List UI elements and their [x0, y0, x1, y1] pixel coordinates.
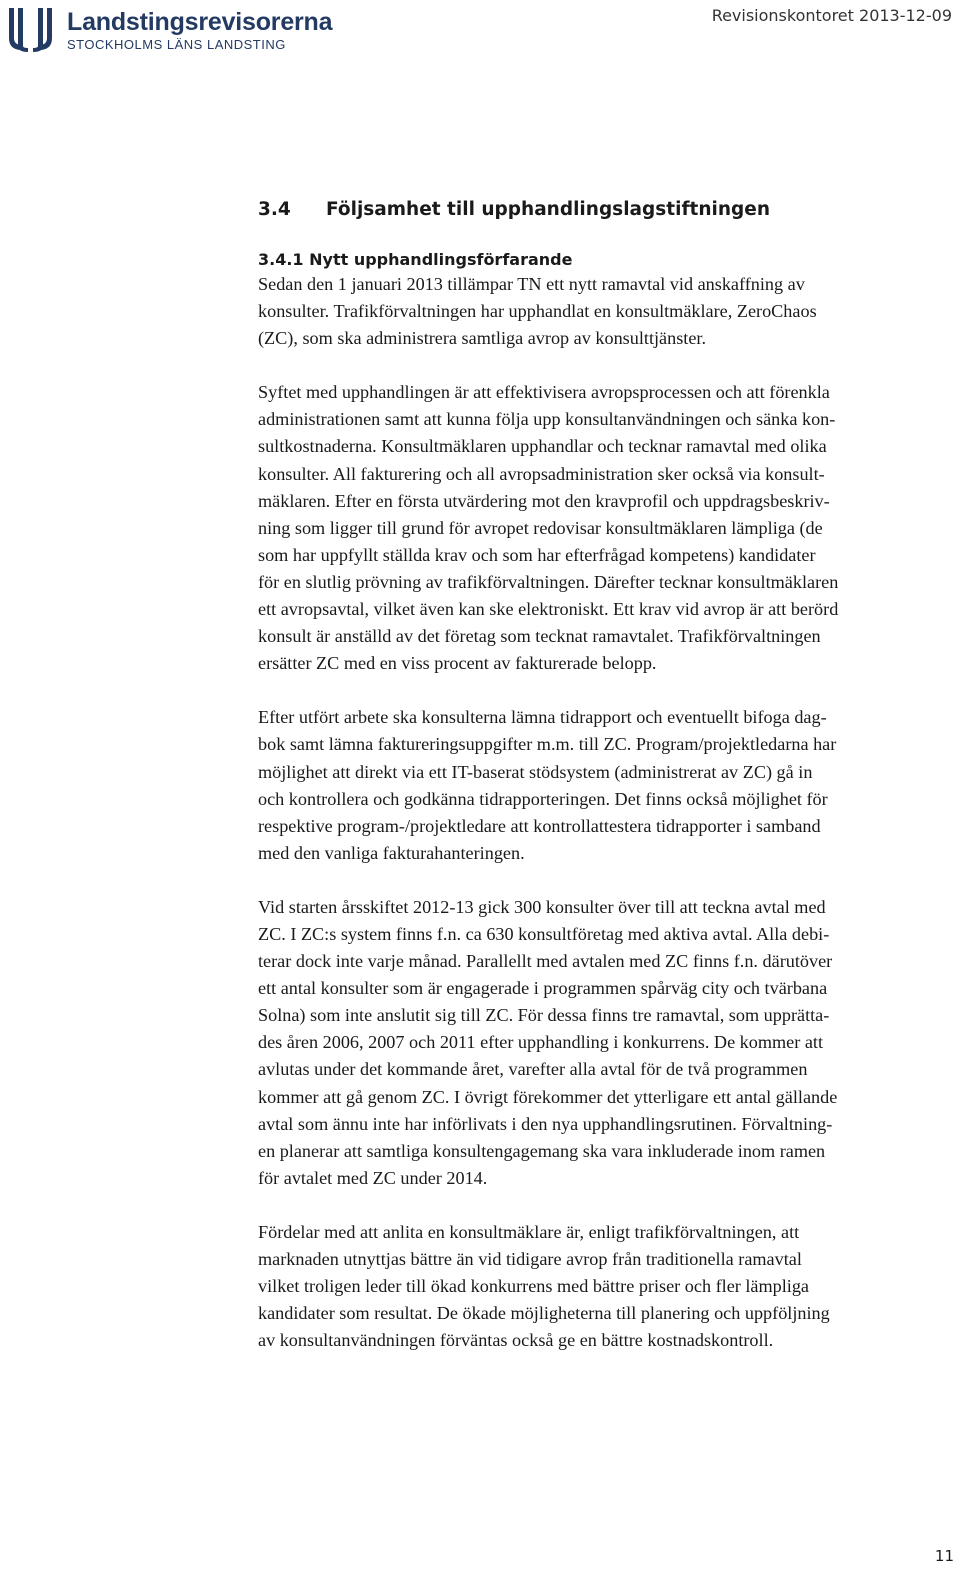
- paragraph: Syftet med upphandlingen är att effektivisera avropsprocessen och att förenkla administrationen samt att kunna följa upp konsultanvändningen och sänka kon- sultkostnaderna. Konsultmäklaren upphandlar och tecknar ramavtal med olika konsulter. All fakturering och all avropsadministration sker också via konsult- mäklaren. Efter en första utvärdering mot den kravprofil och uppdragsbeskriv- ning som ligger till grund för avropet redovisar konsultmäklaren lämpliga (de som har uppfyllt ställda krav och som har efterfrågad kompetens) kandidater för en slutlig prövning av trafikförvaltningen. Därefter tecknar konsultmäklaren ett avropsavtal, vilket även kan ske elektroniskt. Ett krav vid avrop är att berörd konsult är anställd av det företag som tecknat ramavtalet. Trafikförvaltningen ersätter ZC med en viss procent av fakturerade belopp.: [258, 382, 839, 674]
- paragraph: Vid starten årsskiftet 2012-13 gick 300 konsulter över till att teckna avtal med ZC. I ZC:s system finns f.n. ca 630 konsultföretag med aktiva avtal. Alla debi- terar dock inte varje månad. Parallellt med avtalen med ZC finns f.n. därutöver ett antal konsulter som är engagerade i programmen spårväg city och tvärbana Solna) som inte anslutit sig till ZC. För dessa finns tre ramavtal, som upprätta- des åren 2006, 2007 och 2011 efter upphandling i konkurrens. De kommer att avlutas under det kommande året, varefter alla avtal för de två programmen kommer att gå genom ZC. I övrigt förekommer det ytterligare ett antal gällande avtal som ännu inte har införlivats i den nya upphandlingsrutinen. Förvaltning- en planerar att samtliga konsultengagemang ska vara inkluderade inom ramen för avtalet med ZC under 2014.: [258, 896, 838, 1188]
- paragraph: Fördelar med att anlita en konsultmäklare är, enligt trafikförvaltningen, att marknaden utnyttjas bättre än vid tidigare avrop från traditionella ramavtal vilket troligen leder till ökad konkurrens med bättre priser och fler lämpliga kandidater som resultat. De ökade möjligheterna till planering och uppföljning av konsultanvändningen förväntas också ge en bättre kostnadskontroll.: [258, 1221, 830, 1351]
- section-title: Följsamhet till upphandlingslagstiftningen: [326, 199, 770, 220]
- page-number: 11: [934, 1547, 954, 1565]
- logo-name: Landstingsrevisorerna: [67, 8, 333, 36]
- logo-subtitle: STOCKHOLMS LÄNS LANDSTING: [67, 37, 286, 52]
- office-date: Revisionskontoret 2013-12-09: [711, 6, 952, 25]
- paragraph: Sedan den 1 januari 2013 tillämpar TN ett nytt ramavtal vid anskaffning av konsulter. Trafikförvaltningen har upphandlat en konsultmäklare, ZeroChaos (ZC), som ska administrera samtliga avrop av konsulttjänster.: [258, 274, 817, 349]
- section-number: 3.4: [258, 199, 291, 220]
- subsection-heading: 3.4.1 Nytt upphandlingsförfarande: [258, 250, 573, 269]
- paragraph: Efter utfört arbete ska konsulterna lämna tidrapport och eventuellt bifoga dag- bok samt lämna faktureringsuppgifter m.m. till ZC. Program/projektledarna har möjlighet att direkt via ett IT-baserat stödsystem (administrerat av ZC) gå in och kontrollera och godkänna tidrapporteringen. Det finns också möjlighet för respektive program-/projektledare att kontrollattestera tidrapporter i samband med den vanliga fakturahanteringen.: [258, 707, 837, 863]
- document-body: [258, 198, 960, 1381]
- organization-logo: [6, 6, 332, 53]
- section-heading: [258, 198, 960, 222]
- landstinget-logo-icon: [6, 6, 62, 52]
